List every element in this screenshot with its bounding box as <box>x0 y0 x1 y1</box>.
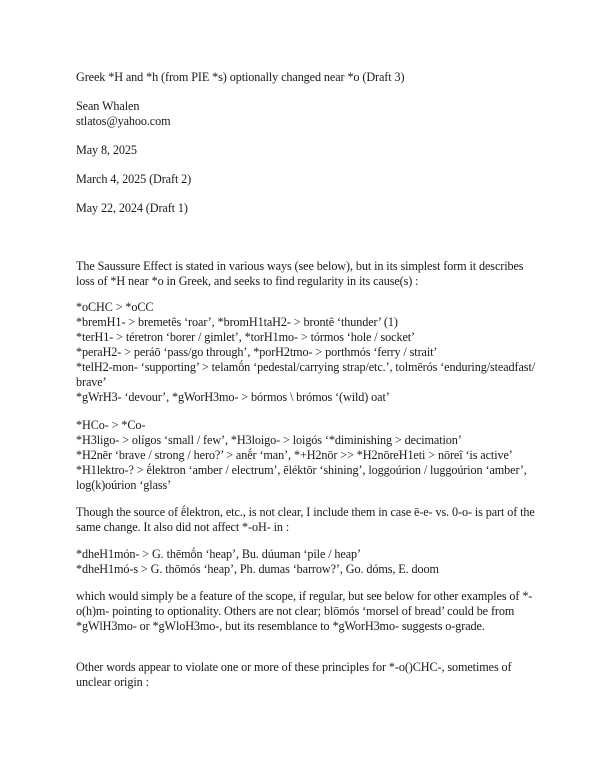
example-line: *H3ligo- > olígos ‘small / few’, *H3loigo- > loigós ‘*diminishing > decimation’ <box>76 433 462 447</box>
example-line: *H2nēr ‘brave / strong / hero?’ > anḗr ‘man’, *+H2nōr >> *H2nōreH1eti > nōreî ‘is active’ <box>76 448 513 462</box>
date-current: May 8, 2025 <box>76 143 137 157</box>
paragraph-line: o(h)m- pointing to optionality. Others are not clear; blōmós ‘morsel of bread’ could be from <box>76 604 515 618</box>
paragraph-line: which would simply be a feature of the scope, if regular, but see below for other examples of *- <box>76 589 533 603</box>
example-line: *bremH1- > bremetês ‘roar’, *bromH1taH2- > brontê ‘thunder’ (1) <box>76 315 398 329</box>
intro-line: The Saussure Effect is stated in various ways (see below), but in its simplest form it describes <box>76 259 524 273</box>
paragraph-line: same change. It also did not affect *-oH- in : <box>76 520 290 534</box>
example-line: *dheH1mó-s > G. thōmós ‘heap’, Ph. dumas ‘barrow?’, Go. dóms, E. doom <box>76 562 439 576</box>
date-draft-1: May 22, 2024 (Draft 1) <box>76 201 188 215</box>
author-name: Sean Whalen <box>76 99 140 113</box>
example-line: *gWrH3- ‘devour’, *gWorH3mo- > bórmos \ brómos ‘(wild) oat’ <box>76 390 390 404</box>
example-line: log(k)oúrion ‘glass’ <box>76 478 172 492</box>
section1-heading: *oCHC > *oCC <box>76 300 154 314</box>
paragraph-line: Though the source of ḗlektron, etc., is not clear, I include them in case ē-e- vs. 0-o- is part of the <box>76 505 535 519</box>
example-line: *peraH2- > peráō ‘pass/go through’, *porH2tmo- > porthmós ‘ferry / strait’ <box>76 345 438 359</box>
paragraph-line: unclear origin : <box>76 675 149 689</box>
example-line: brave’ <box>76 375 107 389</box>
example-line: *H1lektro-? > ḗlektron ‘amber / electrum’, ēléktōr ‘shining’, loggoúrion / luggoúrion ‘amber’, <box>76 463 527 477</box>
date-draft-2: March 4, 2025 (Draft 2) <box>76 172 192 186</box>
paragraph-line: Other words appear to violate one or more of these principles for *-o()CHC-, sometimes of <box>76 660 512 674</box>
section2-heading: *HCo- > *Co- <box>76 418 146 432</box>
author-email: stlatos@yahoo.com <box>76 114 171 128</box>
paragraph-line: *gWlH3mo- or *gWloH3mo-, but its resemblance to *gWorH3mo- suggests o-grade. <box>76 619 485 633</box>
example-line: *terH1- > téretron ‘borer / gimlet’, *torH1mo- > tórmos ‘hole / socket’ <box>76 330 416 344</box>
intro-line: loss of *H near *o in Greek, and seeks to find regularity in its cause(s) : <box>76 274 419 288</box>
example-line: *telH2-mon- ‘supporting’ > telamṓn ‘pedestal/carrying strap/etc.’, tolmērós ‘enduring/steadfast/ <box>76 360 536 374</box>
document-title: Greek *H and *h (from PIE *s) optionally changed near *o (Draft 3) <box>76 70 405 84</box>
example-line: *dheH1món- > G. thēmṓn ‘heap’, Bu. dúuman ‘pile / heap’ <box>76 547 362 561</box>
